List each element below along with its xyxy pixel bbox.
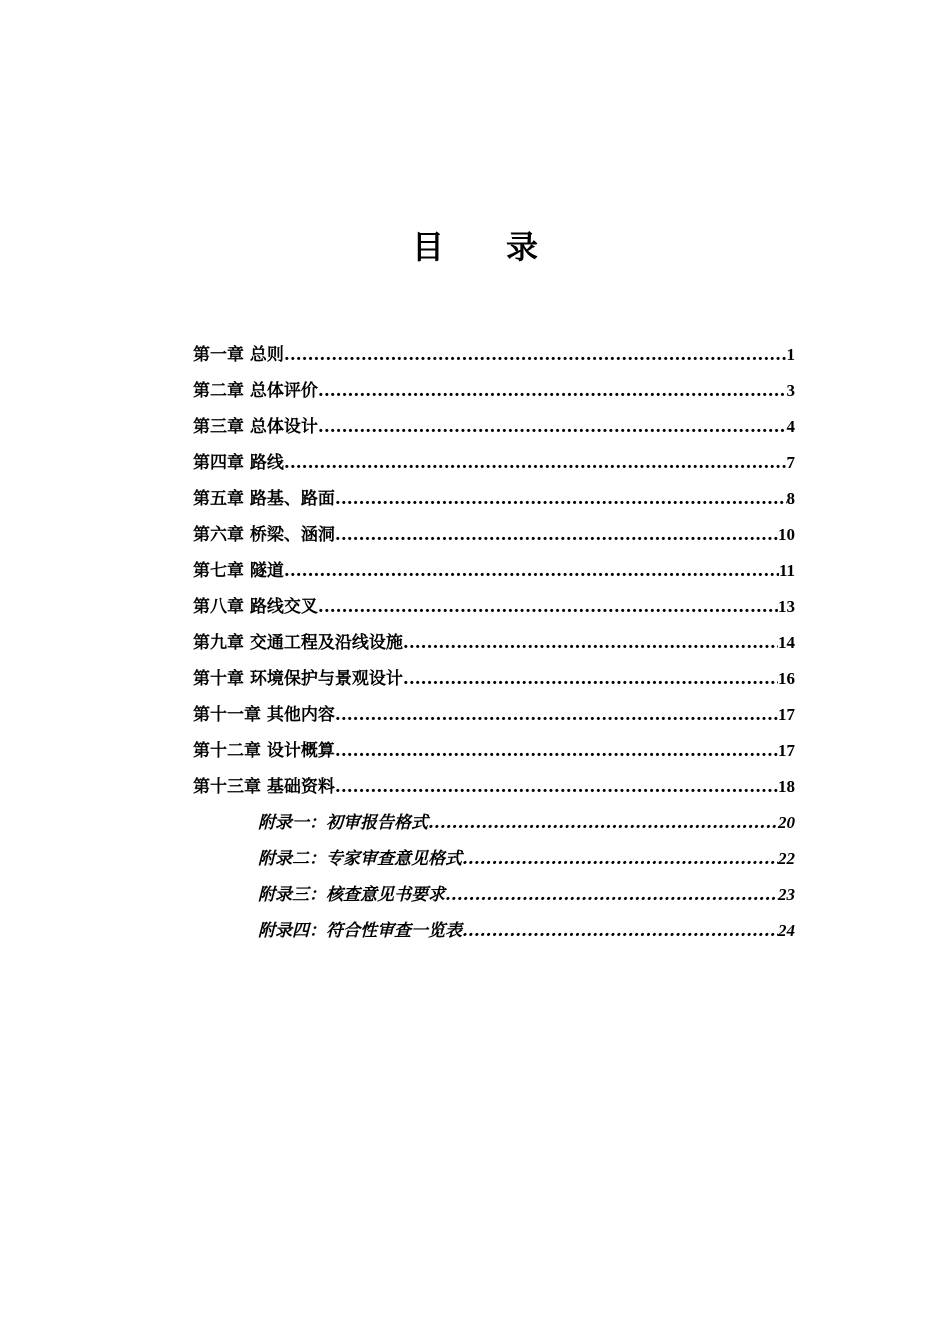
toc-leader-dots [335, 517, 778, 553]
toc-page-number: 4 [787, 409, 796, 445]
toc-entry-chapter-8[interactable] [193, 589, 795, 625]
toc-leader-dots [403, 625, 778, 661]
toc-entry-chapter-6[interactable] [193, 517, 795, 553]
toc-leader-dots [284, 445, 787, 481]
toc-page-number: 3 [787, 373, 796, 409]
toc-entry-chapter-3[interactable] [193, 409, 795, 445]
toc-page-number: 18 [778, 769, 795, 805]
toc-entry-label: 第一章 总则 [193, 345, 284, 365]
toc-entry-chapter-7[interactable] [193, 553, 795, 589]
toc-leader-dots [462, 841, 778, 877]
toc-page-number: 22 [778, 841, 795, 877]
toc-page-number: 11 [779, 553, 795, 589]
toc-entry-chapter-12[interactable] [193, 733, 795, 769]
toc-leader-dots [335, 481, 787, 517]
toc-page-number: 16 [778, 661, 795, 697]
toc-page-number: 8 [787, 481, 796, 517]
toc-page-number: 20 [778, 805, 795, 841]
toc-entry-label: 附录二：专家审查意见格式 [258, 849, 462, 869]
toc-page-number: 1 [787, 337, 796, 373]
toc-page-number: 10 [778, 517, 795, 553]
toc-leader-dots [318, 589, 778, 625]
toc-entry-label: 第十三章 基础资料 [193, 777, 335, 797]
toc-entry-chapter-10[interactable] [193, 661, 795, 697]
toc-entry-label: 第十二章 设计概算 [193, 741, 335, 761]
page-title [0, 222, 950, 268]
toc-entry-appendix-4[interactable] [193, 913, 795, 949]
toc-entry-label: 第四章 路线 [193, 453, 284, 473]
toc-entry-label: 第六章 桥梁、涵洞 [193, 525, 335, 545]
toc-entry-label: 第三章 总体设计 [193, 417, 318, 437]
toc-entry-label: 附录三：核查意见书要求 [258, 885, 445, 905]
title-char-1: 目 [411, 228, 444, 266]
toc-entry-label: 第二章 总体评价 [193, 381, 318, 401]
toc-entry-appendix-3[interactable] [193, 877, 795, 913]
toc-leader-dots [428, 805, 778, 841]
toc-entry-label: 附录一：初审报告格式 [258, 813, 428, 833]
toc-leader-dots [462, 913, 778, 949]
toc-entry-label: 第五章 路基、路面 [193, 489, 335, 509]
toc-entry-label: 第八章 路线交叉 [193, 597, 318, 617]
toc-entry-label: 附录四：符合性审查一览表 [258, 921, 462, 941]
toc-entry-chapter-11[interactable] [193, 697, 795, 733]
toc-entry-appendix-1[interactable] [193, 805, 795, 841]
toc-page-number: 17 [778, 733, 795, 769]
toc-page-number: 7 [787, 445, 796, 481]
toc-entry-chapter-13[interactable] [193, 769, 795, 805]
toc-entry-label: 第九章 交通工程及沿线设施 [193, 633, 403, 653]
toc-leader-dots [284, 337, 787, 373]
table-of-contents [193, 337, 795, 949]
toc-leader-dots [445, 877, 778, 913]
toc-page-number: 24 [778, 913, 795, 949]
toc-leader-dots [335, 733, 778, 769]
toc-entry-chapter-9[interactable] [193, 625, 795, 661]
toc-page-number: 23 [778, 877, 795, 913]
toc-page-number: 17 [778, 697, 795, 733]
toc-entry-chapter-1[interactable] [193, 337, 795, 373]
toc-leader-dots [284, 553, 779, 589]
toc-leader-dots [335, 697, 778, 733]
toc-entry-chapter-4[interactable] [193, 445, 795, 481]
toc-entry-label: 第十章 环境保护与景观设计 [193, 669, 403, 689]
toc-leader-dots [335, 769, 778, 805]
toc-leader-dots [318, 409, 787, 445]
toc-leader-dots [403, 661, 778, 697]
title-char-2: 录 [506, 228, 539, 266]
toc-entry-chapter-2[interactable] [193, 373, 795, 409]
toc-entry-appendix-2[interactable] [193, 841, 795, 877]
toc-entry-label: 第十一章 其他内容 [193, 705, 335, 725]
toc-page-number: 13 [778, 589, 795, 625]
toc-page-number: 14 [778, 625, 795, 661]
toc-entry-label: 第七章 隧道 [193, 561, 284, 581]
toc-entry-chapter-5[interactable] [193, 481, 795, 517]
toc-leader-dots [318, 373, 787, 409]
